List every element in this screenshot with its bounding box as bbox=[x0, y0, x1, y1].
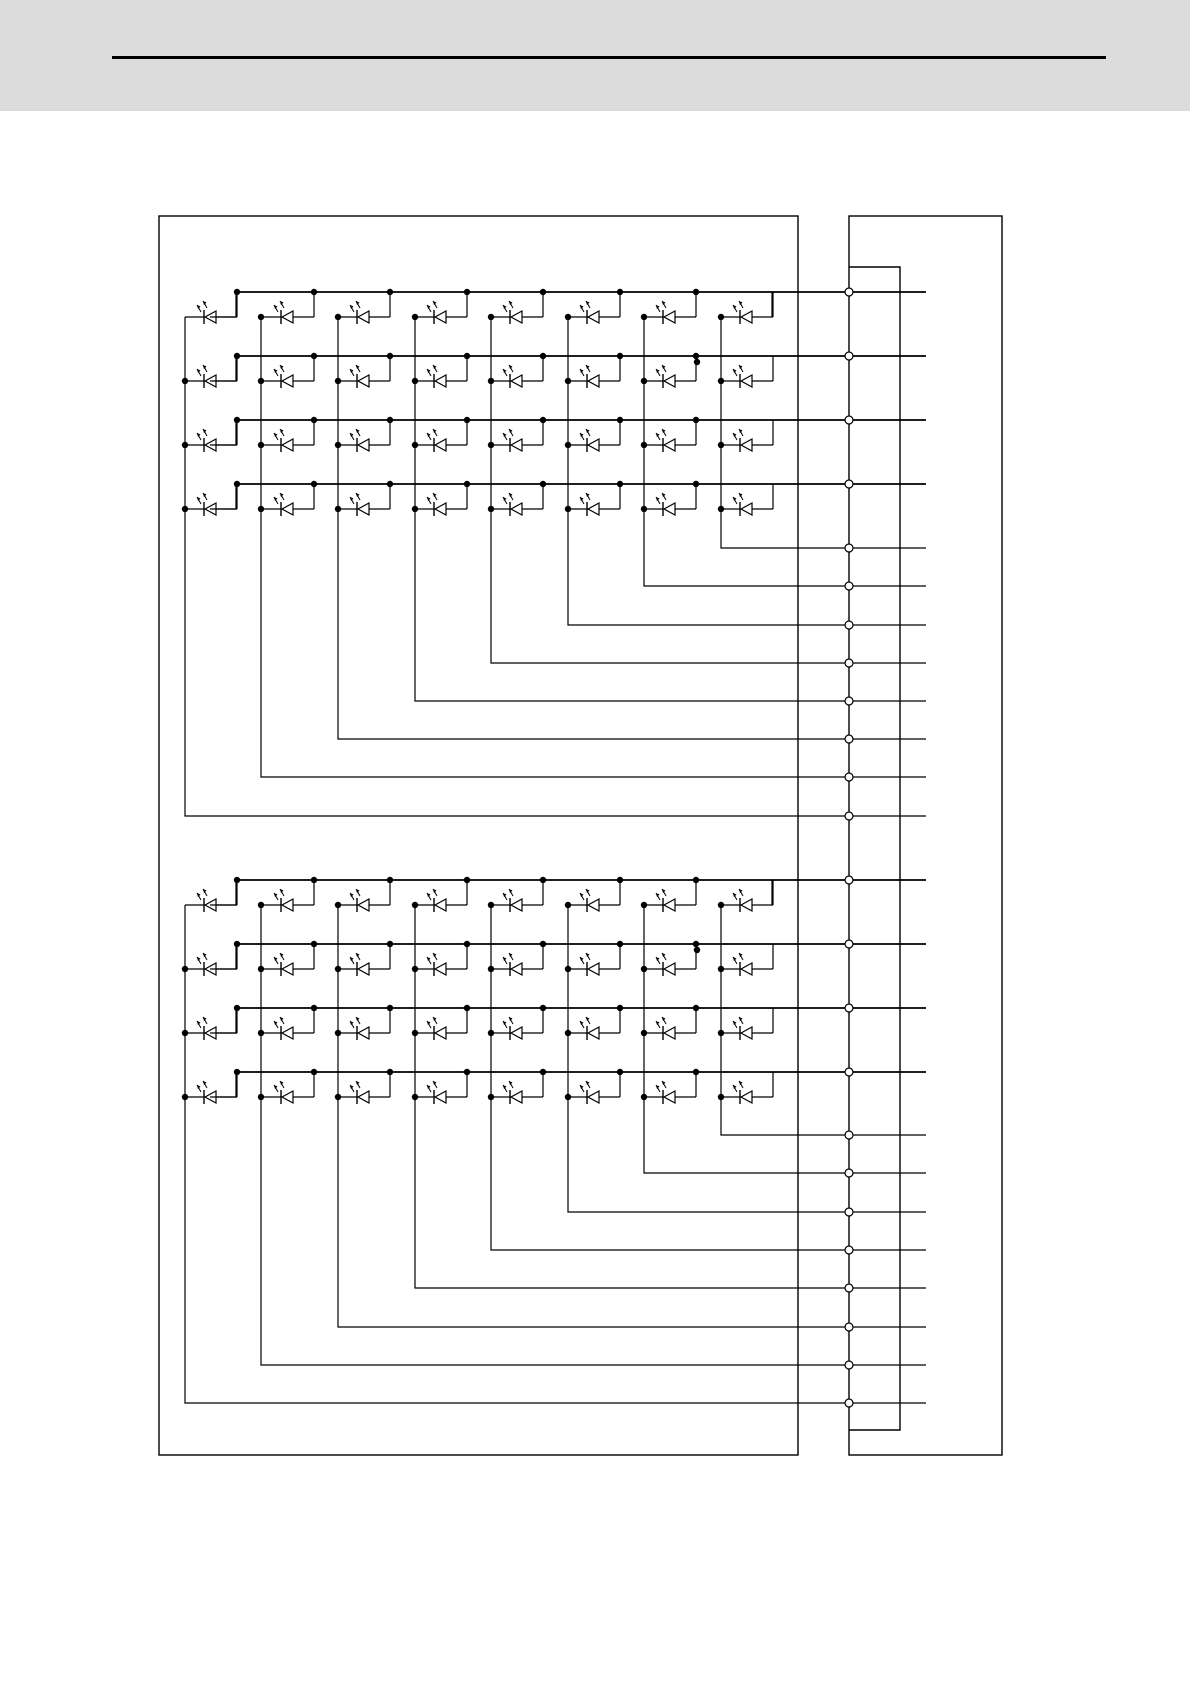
junction-layer bbox=[182, 289, 724, 1100]
led-icon bbox=[503, 889, 522, 912]
junction-dot bbox=[464, 941, 470, 947]
connector-terminal bbox=[845, 1208, 853, 1216]
led-triangle bbox=[588, 375, 599, 387]
junction-dot bbox=[488, 314, 494, 320]
junction-dot bbox=[617, 1005, 623, 1011]
led-icon bbox=[274, 493, 293, 516]
junction-dot bbox=[234, 941, 240, 947]
led-triangle bbox=[511, 1027, 522, 1039]
led-triangle bbox=[282, 1091, 293, 1103]
led-triangle bbox=[435, 439, 446, 451]
led-triangle bbox=[664, 1091, 675, 1103]
junction-dot bbox=[694, 359, 700, 365]
junction-dot bbox=[693, 289, 699, 295]
led-icon bbox=[197, 365, 216, 388]
led-triangle bbox=[435, 503, 446, 515]
led-triangle bbox=[435, 899, 446, 911]
junction-dot bbox=[258, 966, 264, 972]
junction-dot bbox=[694, 947, 700, 953]
led-triangle bbox=[282, 1027, 293, 1039]
led-icon bbox=[197, 301, 216, 324]
junction-dot bbox=[335, 1094, 341, 1100]
led-icon bbox=[503, 365, 522, 388]
junction-dot bbox=[488, 1030, 494, 1036]
led-icon bbox=[274, 301, 293, 324]
junction-dot bbox=[641, 902, 647, 908]
led-triangle bbox=[664, 311, 675, 323]
junction-dot bbox=[335, 314, 341, 320]
junction-dot bbox=[258, 442, 264, 448]
junction-dot bbox=[182, 1094, 188, 1100]
led-icon bbox=[656, 953, 675, 976]
led-triangle bbox=[511, 963, 522, 975]
junction-dot bbox=[234, 1005, 240, 1011]
led-layer bbox=[197, 301, 752, 1104]
led-triangle bbox=[741, 375, 752, 387]
led-triangle bbox=[588, 311, 599, 323]
junction-dot bbox=[641, 1094, 647, 1100]
led-triangle bbox=[664, 1027, 675, 1039]
junction-dot bbox=[718, 902, 724, 908]
led-icon bbox=[350, 429, 369, 452]
led-triangle bbox=[282, 899, 293, 911]
led-triangle bbox=[435, 311, 446, 323]
junction-dot bbox=[464, 417, 470, 423]
junction-dot bbox=[540, 1069, 546, 1075]
junction-dot bbox=[693, 481, 699, 487]
cathode-return bbox=[185, 317, 926, 816]
junction-dot bbox=[464, 289, 470, 295]
junction-dot bbox=[565, 442, 571, 448]
led-icon bbox=[197, 1081, 216, 1104]
led-triangle bbox=[511, 375, 522, 387]
junction-dot bbox=[387, 877, 393, 883]
junction-dot bbox=[412, 1094, 418, 1100]
led-icon bbox=[733, 429, 752, 452]
junction-dot bbox=[182, 966, 188, 972]
led-icon bbox=[427, 1017, 446, 1040]
led-triangle bbox=[741, 503, 752, 515]
cathode-return bbox=[491, 905, 926, 1250]
led-triangle bbox=[282, 503, 293, 515]
junction-dot bbox=[234, 481, 240, 487]
connector-terminal bbox=[845, 773, 853, 781]
led-triangle bbox=[358, 311, 369, 323]
led-triangle bbox=[282, 311, 293, 323]
junction-dot bbox=[693, 1069, 699, 1075]
led-triangle bbox=[588, 1027, 599, 1039]
junction-dot bbox=[617, 941, 623, 947]
connector-terminal bbox=[845, 876, 853, 884]
junction-dot bbox=[258, 1030, 264, 1036]
junction-dot bbox=[234, 877, 240, 883]
junction-dot bbox=[641, 442, 647, 448]
cathode-return bbox=[338, 905, 926, 1327]
led-triangle bbox=[664, 375, 675, 387]
led-icon bbox=[274, 953, 293, 976]
junction-dot bbox=[182, 442, 188, 448]
junction-dot bbox=[182, 506, 188, 512]
led-icon bbox=[656, 1081, 675, 1104]
led-triangle bbox=[741, 1027, 752, 1039]
led-lead bbox=[210, 420, 236, 445]
led-lead bbox=[210, 944, 236, 969]
led-lead bbox=[210, 292, 236, 317]
junction-dot bbox=[565, 314, 571, 320]
connector-frame bbox=[849, 216, 1002, 1455]
led-lead bbox=[210, 356, 236, 381]
junction-dot bbox=[565, 1094, 571, 1100]
junction-dot bbox=[641, 966, 647, 972]
led-icon bbox=[580, 365, 599, 388]
junction-dot bbox=[258, 506, 264, 512]
led-icon bbox=[274, 429, 293, 452]
led-icon bbox=[503, 1017, 522, 1040]
junction-dot bbox=[182, 378, 188, 384]
led-lead bbox=[210, 880, 236, 905]
led-icon bbox=[350, 493, 369, 516]
connector-terminal bbox=[845, 1068, 853, 1076]
connector-terminal bbox=[845, 659, 853, 667]
led-icon bbox=[427, 1081, 446, 1104]
led-triangle bbox=[435, 375, 446, 387]
led-icon bbox=[580, 301, 599, 324]
junction-dot bbox=[718, 314, 724, 320]
junction-dot bbox=[311, 941, 317, 947]
junction-dot bbox=[412, 314, 418, 320]
connector-terminal bbox=[845, 416, 853, 424]
led-icon bbox=[656, 429, 675, 452]
led-icon bbox=[197, 953, 216, 976]
led-triangle bbox=[664, 963, 675, 975]
led-icon bbox=[733, 953, 752, 976]
junction-dot bbox=[488, 378, 494, 384]
led-icon bbox=[733, 1017, 752, 1040]
junction-dot bbox=[488, 506, 494, 512]
junction-dot bbox=[335, 966, 341, 972]
led-triangle bbox=[511, 311, 522, 323]
junction-dot bbox=[258, 314, 264, 320]
led-triangle bbox=[588, 963, 599, 975]
junction-dot bbox=[565, 1030, 571, 1036]
junction-dot bbox=[718, 1094, 724, 1100]
led-icon bbox=[274, 889, 293, 912]
junction-dot bbox=[412, 966, 418, 972]
junction-dot bbox=[335, 378, 341, 384]
junction-dot bbox=[234, 1069, 240, 1075]
connector-terminal bbox=[845, 1361, 853, 1369]
led-icon bbox=[733, 301, 752, 324]
led-triangle bbox=[358, 1027, 369, 1039]
junction-dot bbox=[540, 481, 546, 487]
junction-dot bbox=[387, 1069, 393, 1075]
junction-dot bbox=[617, 289, 623, 295]
panel-frame bbox=[159, 216, 798, 1455]
led-icon bbox=[427, 429, 446, 452]
junction-dot bbox=[488, 1094, 494, 1100]
led-icon bbox=[580, 953, 599, 976]
cathode-return bbox=[644, 317, 926, 586]
junction-dot bbox=[311, 289, 317, 295]
led-triangle bbox=[664, 899, 675, 911]
led-triangle bbox=[358, 899, 369, 911]
junction-dot bbox=[387, 289, 393, 295]
junction-dot bbox=[488, 966, 494, 972]
junction-dot bbox=[387, 417, 393, 423]
junction-dot bbox=[540, 289, 546, 295]
led-icon bbox=[656, 889, 675, 912]
led-icon bbox=[733, 889, 752, 912]
led-icon bbox=[656, 1017, 675, 1040]
connector-terminal bbox=[845, 621, 853, 629]
junction-dot bbox=[641, 378, 647, 384]
led-icon bbox=[427, 365, 446, 388]
junction-dot bbox=[540, 417, 546, 423]
led-icon bbox=[350, 889, 369, 912]
connector-terminal bbox=[845, 1246, 853, 1254]
connector-terminal bbox=[845, 735, 853, 743]
junction-dot bbox=[565, 902, 571, 908]
junction-dot bbox=[565, 506, 571, 512]
junction-dot bbox=[387, 353, 393, 359]
junction-dot bbox=[617, 877, 623, 883]
junction-dot bbox=[234, 417, 240, 423]
led-triangle bbox=[664, 503, 675, 515]
led-icon bbox=[350, 1017, 369, 1040]
led-icon bbox=[580, 429, 599, 452]
junction-dot bbox=[387, 1005, 393, 1011]
connector-terminal bbox=[845, 480, 853, 488]
led-icon bbox=[656, 493, 675, 516]
junction-dot bbox=[464, 877, 470, 883]
led-icon bbox=[197, 889, 216, 912]
junction-dot bbox=[234, 353, 240, 359]
junction-dot bbox=[335, 506, 341, 512]
cathode-return bbox=[568, 905, 926, 1212]
junction-dot bbox=[718, 1030, 724, 1036]
led-triangle bbox=[358, 439, 369, 451]
led-icon bbox=[503, 1081, 522, 1104]
junction-dot bbox=[311, 877, 317, 883]
connector-terminal bbox=[845, 288, 853, 296]
led-icon bbox=[580, 889, 599, 912]
cathode-return bbox=[491, 317, 926, 663]
connector-terminal bbox=[845, 1323, 853, 1331]
connector-terminal bbox=[845, 1004, 853, 1012]
junction-dot bbox=[565, 966, 571, 972]
junction-dot bbox=[718, 506, 724, 512]
junction-dot bbox=[540, 877, 546, 883]
junction-dot bbox=[693, 877, 699, 883]
connector-terminal bbox=[845, 1169, 853, 1177]
led-icon bbox=[733, 493, 752, 516]
connector-terminal bbox=[845, 544, 853, 552]
cathode-return bbox=[261, 317, 926, 777]
led-lead bbox=[210, 1008, 236, 1033]
led-triangle bbox=[511, 439, 522, 451]
junction-dot bbox=[258, 902, 264, 908]
junction-dot bbox=[387, 941, 393, 947]
led-triangle bbox=[588, 503, 599, 515]
junction-dot bbox=[387, 481, 393, 487]
led-triangle bbox=[741, 899, 752, 911]
junction-dot bbox=[311, 481, 317, 487]
led-icon bbox=[350, 953, 369, 976]
junction-dot bbox=[641, 506, 647, 512]
led-triangle bbox=[511, 1091, 522, 1103]
cathode-return bbox=[338, 317, 926, 739]
junction-dot bbox=[464, 1069, 470, 1075]
led-icon bbox=[580, 493, 599, 516]
led-icon bbox=[656, 365, 675, 388]
led-icon bbox=[427, 953, 446, 976]
junction-dot bbox=[311, 1005, 317, 1011]
junction-dot bbox=[693, 417, 699, 423]
junction-dot bbox=[335, 902, 341, 908]
junction-dot bbox=[258, 378, 264, 384]
led-icon bbox=[503, 493, 522, 516]
led-icon bbox=[733, 1081, 752, 1104]
led-triangle bbox=[588, 439, 599, 451]
wiring-layer bbox=[159, 216, 1002, 1455]
led-triangle bbox=[588, 1091, 599, 1103]
junction-dot bbox=[412, 442, 418, 448]
led-icon bbox=[503, 953, 522, 976]
led-triangle bbox=[664, 439, 675, 451]
junction-dot bbox=[693, 353, 699, 359]
cathode-return bbox=[644, 905, 926, 1173]
led-icon bbox=[733, 365, 752, 388]
connector-terminal bbox=[845, 582, 853, 590]
led-triangle bbox=[358, 375, 369, 387]
led-triangle bbox=[282, 439, 293, 451]
led-triangle bbox=[741, 1091, 752, 1103]
cathode-return bbox=[568, 317, 926, 625]
junction-dot bbox=[412, 902, 418, 908]
led-triangle bbox=[741, 963, 752, 975]
junction-dot bbox=[488, 442, 494, 448]
led-triangle bbox=[358, 963, 369, 975]
led-lead bbox=[210, 1072, 236, 1097]
led-triangle bbox=[358, 503, 369, 515]
junction-dot bbox=[335, 442, 341, 448]
led-icon bbox=[350, 301, 369, 324]
connector-terminal bbox=[845, 1399, 853, 1407]
junction-dot bbox=[335, 1030, 341, 1036]
junction-dot bbox=[464, 353, 470, 359]
led-icon bbox=[427, 493, 446, 516]
junction-dot bbox=[693, 1005, 699, 1011]
led-icon bbox=[427, 889, 446, 912]
led-triangle bbox=[588, 899, 599, 911]
led-triangle bbox=[435, 1091, 446, 1103]
led-triangle bbox=[435, 1027, 446, 1039]
junction-dot bbox=[565, 378, 571, 384]
junction-dot bbox=[488, 902, 494, 908]
junction-dot bbox=[641, 1030, 647, 1036]
connector-terminal bbox=[845, 812, 853, 820]
led-icon bbox=[427, 301, 446, 324]
junction-dot bbox=[311, 417, 317, 423]
cathode-return bbox=[185, 905, 926, 1403]
connector-bracket bbox=[849, 267, 900, 1430]
connector-terminal bbox=[845, 1131, 853, 1139]
led-triangle bbox=[741, 311, 752, 323]
junction-dot bbox=[258, 1094, 264, 1100]
junction-dot bbox=[182, 1030, 188, 1036]
junction-dot bbox=[693, 941, 699, 947]
led-triangle bbox=[435, 963, 446, 975]
junction-dot bbox=[464, 481, 470, 487]
led-icon bbox=[656, 301, 675, 324]
junction-dot bbox=[412, 1030, 418, 1036]
led-triangle bbox=[511, 503, 522, 515]
junction-dot bbox=[617, 353, 623, 359]
led-icon bbox=[580, 1081, 599, 1104]
led-icon bbox=[580, 1017, 599, 1040]
junction-dot bbox=[641, 314, 647, 320]
junction-dot bbox=[617, 417, 623, 423]
led-icon bbox=[197, 493, 216, 516]
connector-terminal bbox=[845, 1284, 853, 1292]
led-icon bbox=[503, 301, 522, 324]
junction-dot bbox=[540, 353, 546, 359]
led-triangle bbox=[741, 439, 752, 451]
junction-dot bbox=[311, 1069, 317, 1075]
connector-terminal bbox=[845, 352, 853, 360]
led-icon bbox=[274, 1081, 293, 1104]
led-icon bbox=[197, 429, 216, 452]
led-triangle bbox=[511, 899, 522, 911]
junction-dot bbox=[311, 353, 317, 359]
junction-dot bbox=[412, 378, 418, 384]
junction-dot bbox=[617, 1069, 623, 1075]
led-icon bbox=[503, 429, 522, 452]
led-icon bbox=[274, 1017, 293, 1040]
led-icon bbox=[274, 365, 293, 388]
junction-dot bbox=[540, 941, 546, 947]
led-triangle bbox=[358, 1091, 369, 1103]
junction-dot bbox=[718, 378, 724, 384]
junction-dot bbox=[412, 506, 418, 512]
connector-terminal bbox=[845, 940, 853, 948]
led-lead bbox=[210, 484, 236, 509]
junction-dot bbox=[718, 442, 724, 448]
led-triangle bbox=[282, 963, 293, 975]
led-icon bbox=[350, 1081, 369, 1104]
connector-terminal bbox=[845, 697, 853, 705]
junction-dot bbox=[718, 966, 724, 972]
junction-dot bbox=[464, 1005, 470, 1011]
junction-dot bbox=[540, 1005, 546, 1011]
led-icon bbox=[350, 365, 369, 388]
led-triangle bbox=[282, 375, 293, 387]
junction-dot bbox=[234, 289, 240, 295]
junction-dot bbox=[617, 481, 623, 487]
led-icon bbox=[197, 1017, 216, 1040]
